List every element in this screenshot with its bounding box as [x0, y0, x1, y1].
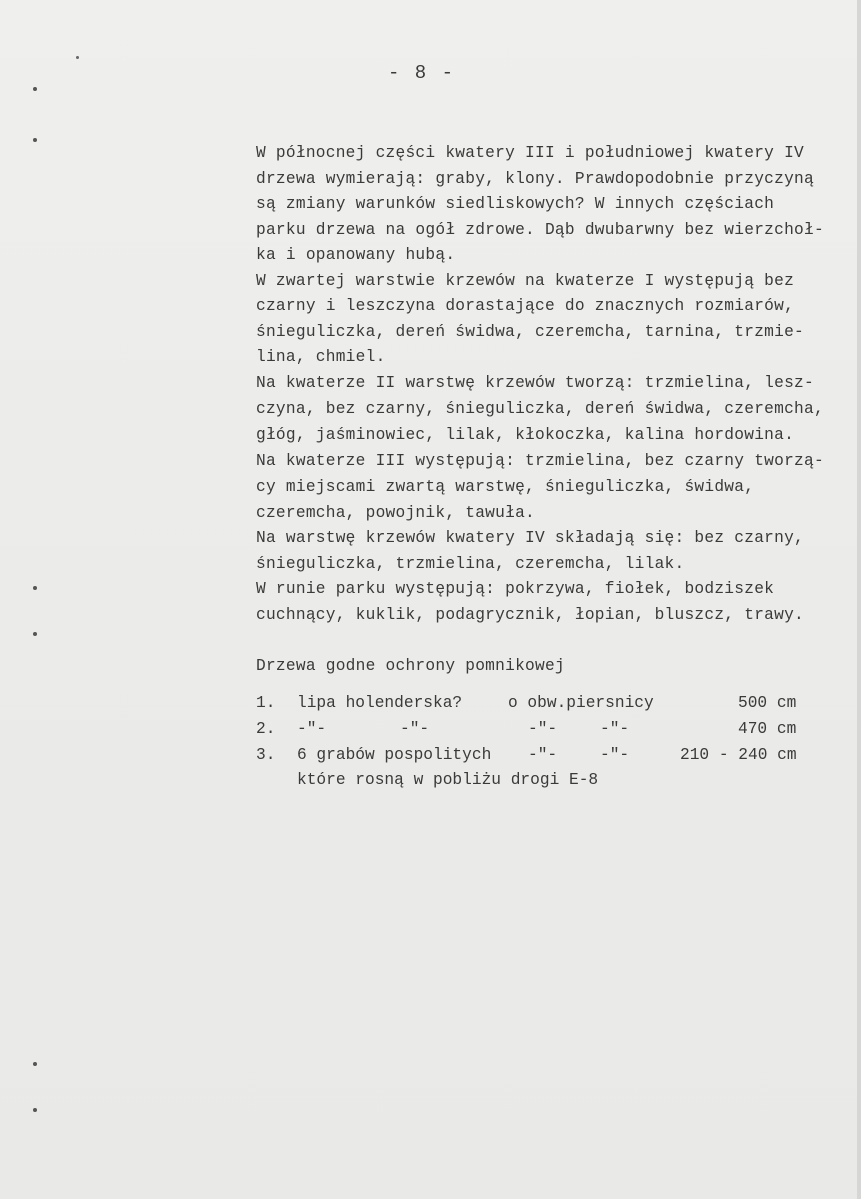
text-line: cuchnący, kuklik, podagrycznik, łopian, bluszcz, trawy.: [256, 606, 805, 624]
text-line: śnieguliczka, trzmielina, czeremcha, lilak.: [256, 555, 685, 573]
punch-hole-mark: [33, 586, 37, 590]
punch-hole-mark: [33, 87, 37, 91]
text-line: są zmiany warunków siedliskowych? W innych częściach: [256, 195, 775, 213]
text-line: czeremcha, powojnik, tawuła.: [256, 504, 535, 522]
tree-measure-label: -"-: [600, 746, 630, 764]
tree-name: -"-: [400, 720, 430, 738]
tree-measure-label: -"-: [600, 720, 630, 738]
tree-size: 500 cm: [738, 694, 797, 712]
section-heading: Drzewa godne ochrony pomnikowej: [256, 657, 565, 675]
tree-name: 6 grabów pospolitych: [297, 746, 492, 764]
speck-mark: [76, 56, 79, 59]
tree-name: lipa holenderska?: [297, 694, 463, 712]
text-line: W zwartej warstwie krzewów na kwaterze I występują bez: [256, 272, 795, 290]
text-line: drzewa wymierają: graby, klony. Prawdopodobnie przyczyną: [256, 170, 814, 188]
text-line: czarny i leszczyna dorastające do znacznych rozmiarów,: [256, 297, 795, 315]
tree-measure-label: o obw.piersnicy: [508, 694, 654, 712]
tree-measure-label: -"-: [528, 720, 558, 738]
tree-size: 210 - 240 cm: [680, 746, 797, 764]
trees-note: które rosną w pobliżu drogi E-8: [297, 771, 599, 789]
tree-number: 1.: [256, 694, 276, 712]
tree-measure-label: -"-: [528, 746, 558, 764]
text-line: Na kwaterze II warstwę krzewów tworzą: trzmielina, lesz-: [256, 374, 814, 392]
page-edge: [857, 0, 861, 1199]
text-line: czyna, bez czarny, śnieguliczka, dereń świdwa, czeremcha,: [256, 400, 824, 418]
text-line: W runie parku występują: pokrzywa, fiołek, bodziszek: [256, 580, 775, 598]
punch-hole-mark: [33, 138, 37, 142]
text-line: W północnej części kwatery III i południowej kwatery IV: [256, 144, 805, 162]
text-line: cy miejscami zwartą warstwę, śnieguliczka, świdwa,: [256, 478, 755, 496]
punch-hole-mark: [33, 1108, 37, 1112]
text-line: lina, chmiel.: [256, 348, 386, 366]
text-line: parku drzewa na ogół zdrowe. Dąb dwubarwny bez wierzchoł-: [256, 221, 824, 239]
tree-size: 470 cm: [738, 720, 797, 738]
tree-number: 3.: [256, 746, 276, 764]
punch-hole-mark: [33, 632, 37, 636]
punch-hole-mark: [33, 1062, 37, 1066]
text-line: ka i opanowany hubą.: [256, 246, 456, 264]
text-line: głóg, jaśminowiec, lilak, kłokoczka, kalina hordowina.: [256, 426, 795, 444]
page-number: - 8 -: [388, 62, 456, 84]
tree-name: -"-: [297, 720, 327, 738]
text-line: śnieguliczka, dereń świdwa, czeremcha, tarnina, trzmie-: [256, 323, 805, 341]
tree-number: 2.: [256, 720, 276, 738]
text-line: Na kwaterze III występują: trzmielina, bez czarny tworzą-: [256, 452, 824, 470]
text-line: Na warstwę krzewów kwatery IV składają się: bez czarny,: [256, 529, 805, 547]
